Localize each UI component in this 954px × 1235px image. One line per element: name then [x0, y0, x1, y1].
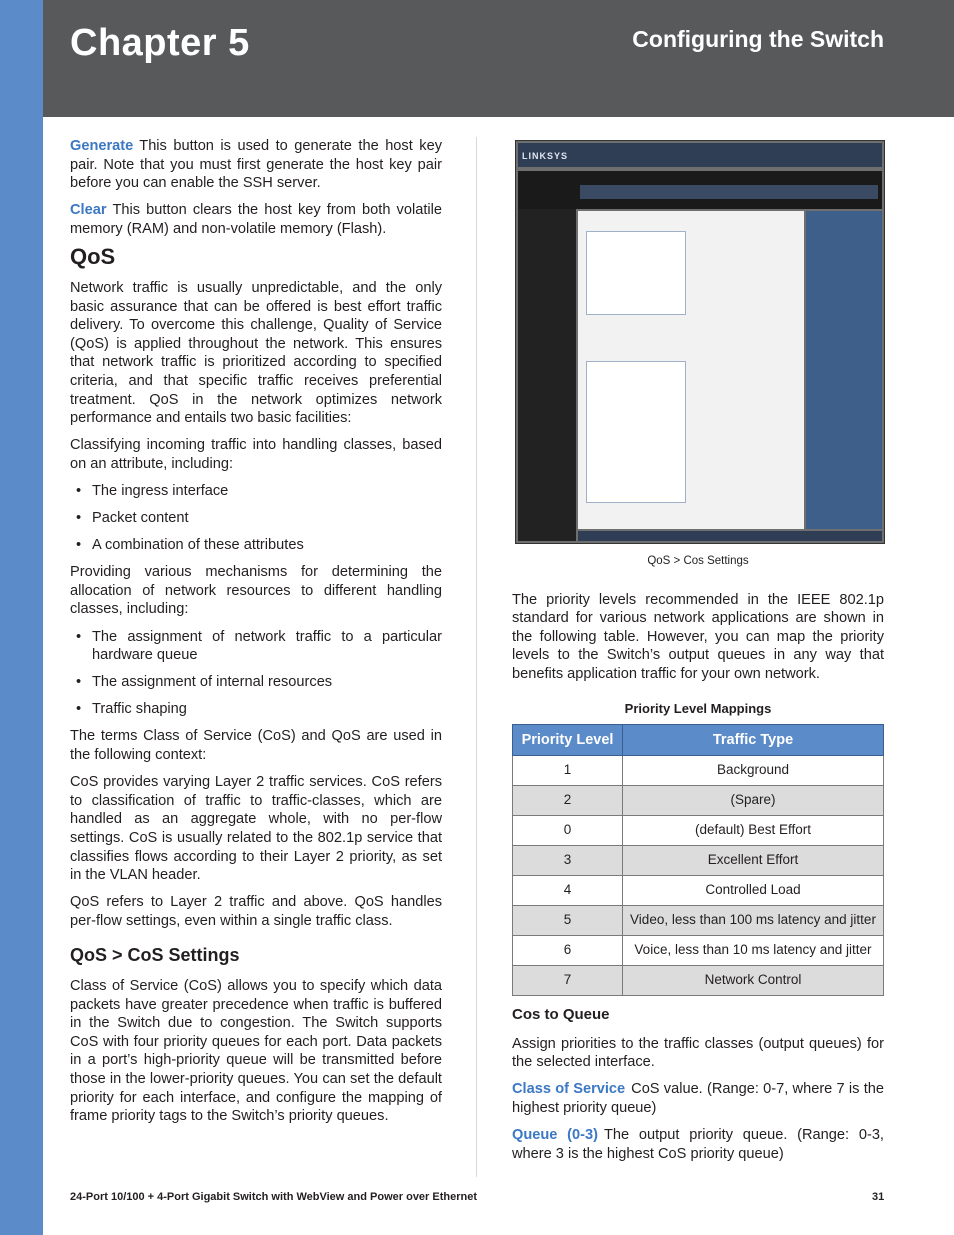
generate-paragraph — [70, 137, 442, 193]
traffic-type-cell: (Spare) — [623, 786, 884, 816]
qos-paragraph-2: Classifying incoming traffic into handling classes, based on an attribute, including: — [70, 437, 442, 472]
intro-paragraph: The priority levels recommended in the IEEE 802.1p standard for various network applications are shown in the following table. However, you can map the priority levels to the Switch’s output queues in any way that benefits application traffic for your own network. — [512, 591, 884, 682]
header-priority-level: Priority Level — [513, 725, 623, 756]
clear-paragraph — [70, 201, 442, 238]
right-column — [512, 137, 884, 1172]
list-item: • A combination of these attributes — [70, 536, 442, 555]
priority-level-cell: 3 — [513, 846, 623, 876]
cos-paragraph: Class of Service (CoS) allows you to specify which data packets have greater precedence when traffic is buffered in the Switch due to congestion. The Switch supports CoS with four priority queues for each port. Data packets in a port’s high-priority queue will be transmitted before those in the lower-priority queues. You can set the default priority for each interface, and configure the mapping of frame priority tags to the Switch’s priority queues. — [70, 977, 442, 1125]
qos-paragraph-1: Network traffic is usually unpredictable, and the only basic assurance that can be offered is best effort traffic delivery. To overcome this challenge, Quality of Service (QoS) is applied throughout the network. This ensures that network traffic is prioritized according to specified criteria, and that specific traffic receives preferential treatment. QoS in the network optimizes network performance and entails two basic facilities: — [70, 280, 442, 427]
attribute-list — [70, 482, 442, 555]
table-title: Priority Level Mappings — [624, 700, 772, 716]
traffic-type-cell: Background — [623, 756, 884, 786]
table-row — [513, 906, 884, 936]
screenshot-port-table — [586, 361, 686, 503]
priority-level-cell: 5 — [513, 906, 623, 936]
clear-term: Clear — [70, 202, 107, 219]
qos-paragraph-4: The terms Class of Service (CoS) and QoS are used in the following context: — [70, 728, 442, 764]
queue-text: The output priority queue. (Range: 0-3, where 3 is the highest CoS priority queue) — [512, 1127, 884, 1162]
cos-definition — [512, 1080, 884, 1117]
chapter-title: Chapter 5 — [70, 22, 250, 64]
screenshot-caption: QoS > Cos Settings — [647, 555, 749, 567]
priority-level-cell: 7 — [513, 966, 623, 996]
priority-level-cell: 0 — [513, 816, 623, 846]
list-item: • Packet content — [70, 509, 442, 528]
list-item: • The assignment of internal resources — [70, 673, 442, 692]
cos-settings-screenshot — [515, 140, 885, 544]
screenshot-nav — [518, 171, 882, 209]
table-row — [513, 816, 884, 846]
section-title: Configuring the Switch — [632, 26, 884, 52]
list-item: • The assignment of network traffic to a particular hardware queue — [70, 628, 442, 665]
screenshot-main — [578, 211, 804, 529]
table-header-row — [513, 725, 884, 756]
linksys-logo: LINKSYS — [522, 151, 569, 161]
page-number: 31 — [872, 1191, 885, 1203]
traffic-type-cell: (default) Best Effort — [623, 816, 884, 846]
column-divider — [476, 137, 477, 1177]
header-traffic-type: Traffic Type — [623, 725, 884, 756]
cos-term: Class of Service — [512, 1081, 626, 1098]
left-sidebar-band — [0, 0, 43, 1235]
table-row — [513, 756, 884, 786]
traffic-type-cell: Video, less than 100 ms latency and jitter — [623, 906, 884, 936]
qos-paragraph-5: CoS provides varying Layer 2 traffic services. CoS refers to classification of traffic to traffic-classes, which are handled as an aggregate whole, with no per-flow settings. CoS is usually related to the 802.1p service that classifies flows according to their Layer 2 priority, as set in the VLAN header. — [70, 774, 442, 884]
table-body — [513, 756, 884, 996]
traffic-type-cell: Network Control — [623, 966, 884, 996]
table-row — [513, 966, 884, 996]
list-item: • The ingress interface — [70, 482, 442, 501]
generate-term: Generate — [70, 138, 134, 154]
traffic-type-cell: Excellent Effort — [623, 846, 884, 876]
priority-level-cell: 6 — [513, 936, 623, 966]
table-row — [513, 786, 884, 816]
footer-text: 24-Port 10/100 + 4-Port Gigabit Switch with WebView and Power over Ethernet — [70, 1191, 478, 1203]
assign-paragraph: Assign priorities to the traffic classes (output queues) for the selected interface. — [512, 1035, 884, 1071]
cos-to-queue-heading: Cos to Queue — [512, 1006, 610, 1024]
list-item: • Traffic shaping — [70, 700, 442, 719]
queue-definition — [512, 1126, 884, 1163]
cos-text: CoS value. (Range: 0-7, where 7 is the highest priority queue) — [512, 1081, 884, 1117]
screenshot-bottom-bar — [578, 531, 882, 541]
priority-level-cell: 2 — [513, 786, 623, 816]
traffic-type-cell: Controlled Load — [623, 876, 884, 906]
qos-heading: QoS — [70, 244, 116, 270]
priority-level-cell: 4 — [513, 876, 623, 906]
priority-table — [512, 724, 884, 996]
qos-paragraph-3: Providing various mechanisms for determining the allocation of network resources to different handling classes, including: — [70, 564, 442, 618]
queue-term: Queue (0-3) — [512, 1127, 598, 1144]
qos-paragraph-6: QoS refers to Layer 2 traffic and above. QoS handles per-flow settings, even within a single traffic class. — [70, 894, 442, 929]
table-row — [513, 936, 884, 966]
table-row — [513, 846, 884, 876]
screenshot-cos-table — [586, 231, 686, 315]
screenshot-help-panel — [806, 211, 882, 529]
priority-level-cell: 1 — [513, 756, 623, 786]
screenshot-sidebar — [518, 209, 576, 541]
mechanism-list — [70, 628, 442, 719]
cos-settings-heading: QoS > CoS Settings — [70, 945, 240, 966]
left-column — [70, 137, 442, 1134]
generate-text: This button is used to generate the host key pair. Note that you must first generate the host key pair before you can enable the SSH server. — [70, 138, 442, 192]
table-row — [513, 876, 884, 906]
clear-text: This button clears the host key from both volatile memory (RAM) and non-volatile memory (Flash). — [70, 202, 442, 237]
traffic-type-cell: Voice, less than 10 ms latency and jitter — [623, 936, 884, 966]
screenshot-topbar — [518, 143, 882, 167]
